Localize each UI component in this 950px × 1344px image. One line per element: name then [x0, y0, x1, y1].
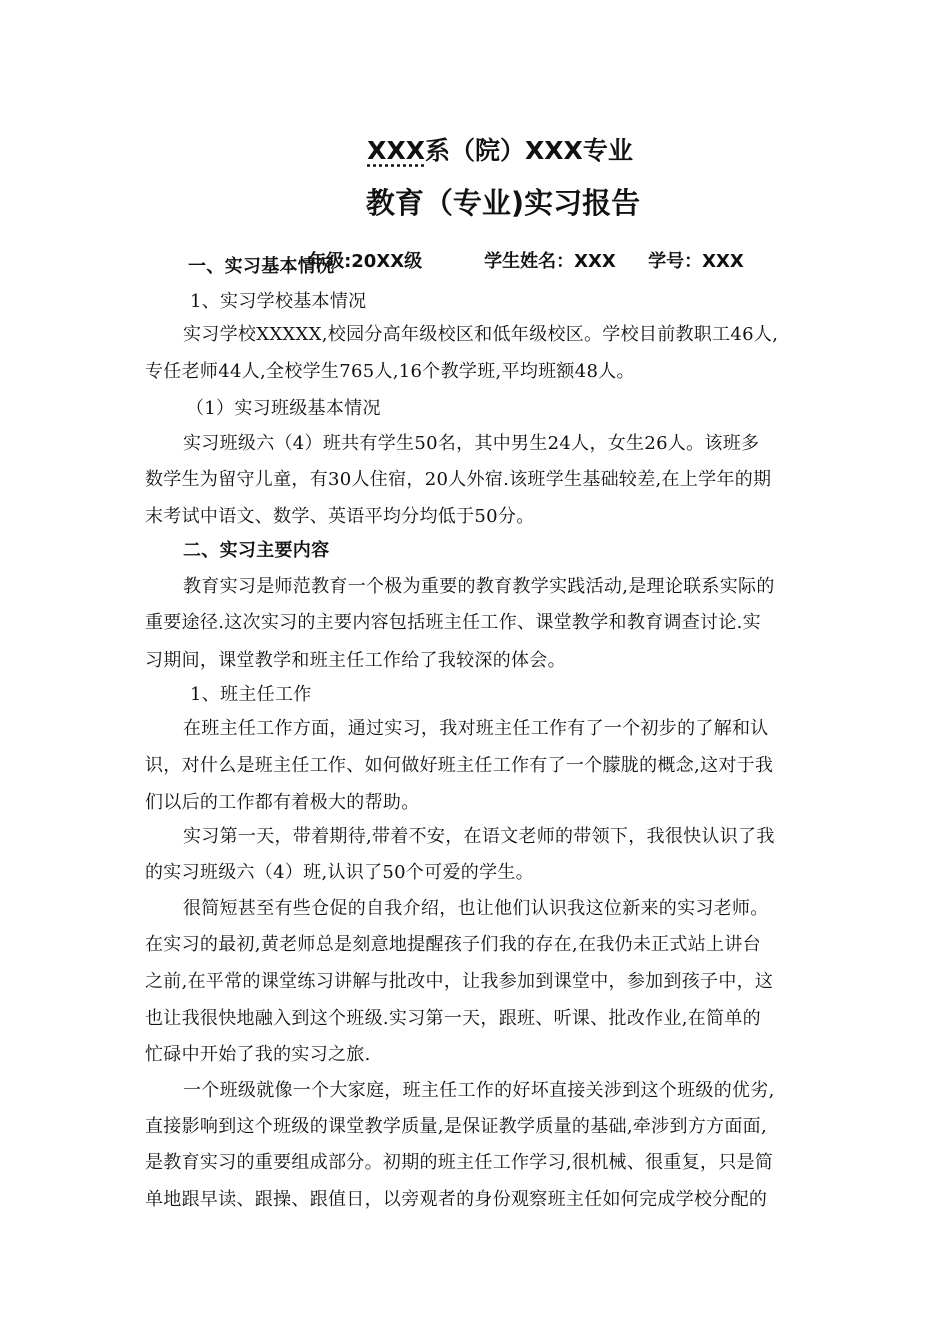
subsection-heading: 1、实习学校基本情况: [190, 291, 367, 312]
paragraph-line: 也让我很快地融入到这个班级.实习第一天，跟班、听课、批改作业,在简单的: [145, 1008, 761, 1029]
paragraph-line: 实习学校XXXXX,校园分高年级校区和低年级校区。学校目前教职工46人,: [183, 324, 779, 345]
student-info: [283, 226, 744, 294]
document-subtitle: 教育（专业)实习报告: [365, 186, 641, 220]
paragraph-line: 教育实习是师范教育一个极为重要的教育教学实践活动,是理论联系实际的: [183, 576, 775, 597]
paragraph-line: 在班主任工作方面，通过实习，我对班主任工作有了一个初步的了解和认: [183, 718, 769, 739]
paragraph-line: 一个班级就像一个大家庭，班主任工作的好坏直接关涉到这个班级的优劣,: [183, 1080, 775, 1101]
paragraph-line: 是教育实习的重要组成部分。初期的班主任工作学习,很机械、很重复，只是简: [145, 1152, 774, 1173]
paragraph-line: 单地跟早读、跟操、跟值日，以旁观者的身份观察班主任如何完成学校分配的: [145, 1189, 768, 1210]
subsection-heading: 1、班主任工作: [190, 684, 312, 705]
paragraph-line: 专任老师44人,全校学生765人,16个教学班,平均班额48人。: [145, 361, 635, 382]
document-title: [0, 131, 950, 167]
paragraph-line: 末考试中语文、数学、英语平均分均低于50分。: [145, 506, 535, 527]
student-id-text: 学号：XXX: [648, 251, 744, 272]
section-heading-2: 二、实习主要内容: [183, 540, 330, 561]
title-dept-placeholder: XXX: [367, 136, 425, 165]
title-rest: 系（院）XXX专业: [425, 136, 633, 165]
grade-text: 年级:20XX级: [308, 251, 423, 272]
paragraph-line: 直接影响到这个班级的课堂教学质量,是保证教学质量的基础,牵涉到方方面面,: [145, 1116, 767, 1137]
paragraph-line: 们以后的工作都有着极大的帮助。: [145, 792, 420, 813]
paragraph-line: 数学生为留守儿童，有30人住宿，20人外宿.该班学生基础较差,在上学年的期: [145, 469, 772, 490]
paragraph-line: 习期间，课堂教学和班主任工作给了我较深的体会。: [145, 650, 566, 671]
paragraph-line: 识，对什么是班主任工作、如何做好班主任工作有了一个朦胧的概念,这对于我: [145, 755, 774, 776]
paragraph-line: 之前,在平常的课堂练习讲解与批改中，让我参加到课堂中，参加到孩子中，这: [145, 971, 774, 992]
paragraph-line: 很简短甚至有些仓促的自我介绍，也让他们认识我这位新来的实习老师。: [183, 898, 769, 919]
paragraph-line: 的实习班级六（4）班,认识了50个可爱的学生。: [145, 862, 534, 883]
paragraph-line: 重要途径.这次实习的主要内容包括班主任工作、课堂教学和教育调查讨论.实: [145, 612, 761, 633]
paragraph-line: 在实习的最初,黄老师总是刻意地提醒孩子们我的存在,在我仍未正式站上讲台: [145, 934, 761, 955]
paragraph-line: 忙碌中开始了我的实习之旅.: [145, 1044, 371, 1065]
subsection-heading: （1）实习班级基本情况: [186, 398, 381, 419]
paragraph-line: 实习第一天，带着期待,带着不安，在语文老师的带领下，我很快认识了我: [183, 826, 775, 847]
section-heading-1: 一、实习基本情况: [188, 256, 335, 277]
paragraph-line: 实习班级六（4）班共有学生50名，其中男生24人，女生26人。该班多: [183, 433, 760, 454]
student-name-text: 学生姓名：XXX: [484, 251, 616, 272]
